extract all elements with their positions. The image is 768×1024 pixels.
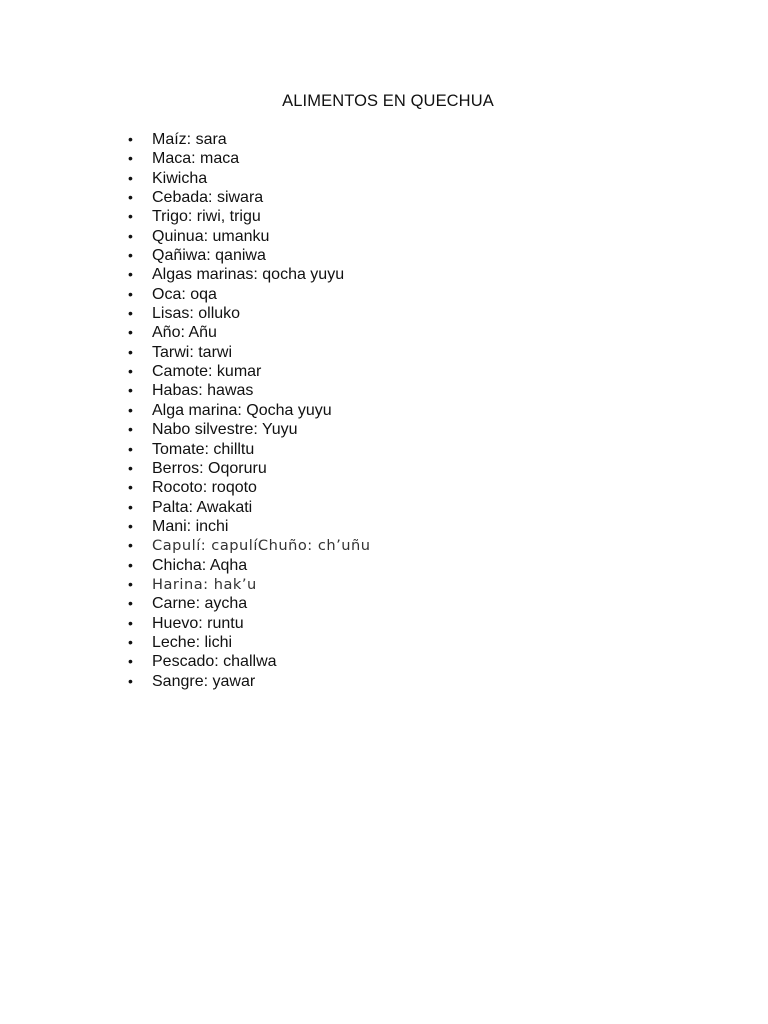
list-item-text: Cebada: siwara — [152, 189, 264, 207]
list-item — [128, 556, 370, 575]
list-item — [128, 459, 370, 478]
bullet-icon: • — [128, 633, 133, 650]
list-item — [128, 169, 370, 188]
list-item-text: Pescado: challwa — [152, 653, 277, 671]
list-item-text: Habas: hawas — [152, 382, 254, 400]
list-item-text: Chicha: Aqha — [152, 556, 248, 574]
list-item-text: Oca: oqa — [152, 285, 217, 303]
list-item — [128, 343, 370, 362]
list-item — [128, 498, 370, 517]
list-item — [128, 130, 370, 149]
list-item-text: Harina: hak’u — [152, 575, 257, 593]
list-item — [128, 420, 370, 439]
list-item-text: Lisas: olluko — [152, 305, 241, 323]
list-item — [128, 285, 370, 304]
food-list — [128, 130, 371, 691]
bullet-icon: • — [128, 247, 133, 264]
list-item-text: Quinua: umanku — [152, 227, 270, 245]
list-item — [128, 478, 370, 497]
bullet-icon: • — [128, 324, 133, 341]
bullet-icon: • — [128, 653, 133, 670]
bullet-icon: • — [128, 382, 133, 399]
list-item — [128, 652, 370, 671]
list-item-text: Sangre: yawar — [152, 672, 256, 690]
list-item-text: Leche: lichi — [152, 633, 233, 651]
bullet-icon: • — [128, 363, 133, 380]
list-item — [128, 401, 370, 420]
list-item — [128, 227, 370, 246]
list-item-text: Maca: maca — [152, 150, 240, 168]
bullet-icon: • — [128, 614, 133, 631]
bullet-icon: • — [128, 498, 133, 515]
bullet-icon: • — [128, 517, 133, 534]
list-item — [128, 381, 370, 400]
bullet-icon: • — [128, 227, 133, 244]
list-item — [128, 633, 370, 652]
bullet-icon: • — [128, 459, 133, 476]
list-item — [128, 188, 370, 207]
list-item — [128, 614, 370, 633]
list-item-text: Tomate: chilltu — [152, 440, 255, 458]
bullet-icon: • — [128, 131, 133, 147]
list-item-text: Palta: Awakati — [152, 498, 253, 516]
list-item — [128, 594, 370, 613]
list-item — [128, 304, 370, 323]
bullet-icon: • — [128, 537, 133, 554]
list-item-text: Camote: kumar — [152, 363, 262, 381]
list-item — [128, 362, 370, 381]
list-item — [128, 440, 370, 459]
list-item-text: Mani: inchi — [152, 517, 229, 535]
bullet-icon: • — [128, 208, 133, 225]
list-item-text: Maíz: sara — [152, 131, 227, 148]
list-item — [128, 265, 370, 284]
bullet-icon: • — [128, 266, 133, 283]
bullet-icon: • — [128, 440, 133, 457]
list-item-text: Kiwicha — [152, 169, 208, 187]
list-item-text: Carne: aycha — [152, 595, 248, 613]
bullet-icon: • — [128, 150, 133, 167]
list-item-text: Huevo: runtu — [152, 614, 244, 632]
list-item-text: Alga marina: Qocha yuyu — [152, 401, 332, 419]
list-item — [128, 323, 370, 342]
list-item — [128, 246, 370, 265]
list-item — [128, 672, 370, 691]
bullet-icon: • — [128, 556, 133, 573]
list-item — [128, 575, 370, 594]
bullet-icon: • — [128, 189, 133, 206]
bullet-icon: • — [128, 305, 133, 322]
list-item-text: Qañiwa: qaniwa — [152, 247, 266, 265]
bullet-icon: • — [128, 285, 133, 302]
list-item-text: Año: Añu — [152, 324, 217, 342]
list-item-text: Berros: Oqoruru — [152, 459, 267, 477]
bullet-icon: • — [128, 479, 133, 496]
list-item-text: Nabo silvestre: Yuyu — [152, 421, 298, 439]
page-title: ALIMENTOS EN QUECHUA — [282, 92, 494, 110]
list-item-text: Algas marinas: qocha yuyu — [152, 266, 345, 284]
bullet-icon: • — [128, 595, 133, 612]
list-item — [128, 517, 370, 536]
list-item — [128, 149, 370, 168]
list-item — [128, 207, 370, 226]
list-item-text: Rocoto: roqoto — [152, 479, 257, 497]
bullet-icon: • — [128, 575, 133, 592]
bullet-icon: • — [128, 672, 133, 689]
list-item-text: Tarwi: tarwi — [152, 343, 233, 361]
bullet-icon: • — [128, 401, 133, 418]
bullet-icon: • — [128, 169, 133, 186]
list-item-text: Capulí: capulíChuño: ch’uñu — [152, 537, 371, 555]
list-item — [128, 536, 371, 555]
bullet-icon: • — [128, 343, 133, 360]
list-item-text: Trigo: riwi, trigu — [152, 208, 261, 226]
bullet-icon: • — [128, 421, 133, 438]
